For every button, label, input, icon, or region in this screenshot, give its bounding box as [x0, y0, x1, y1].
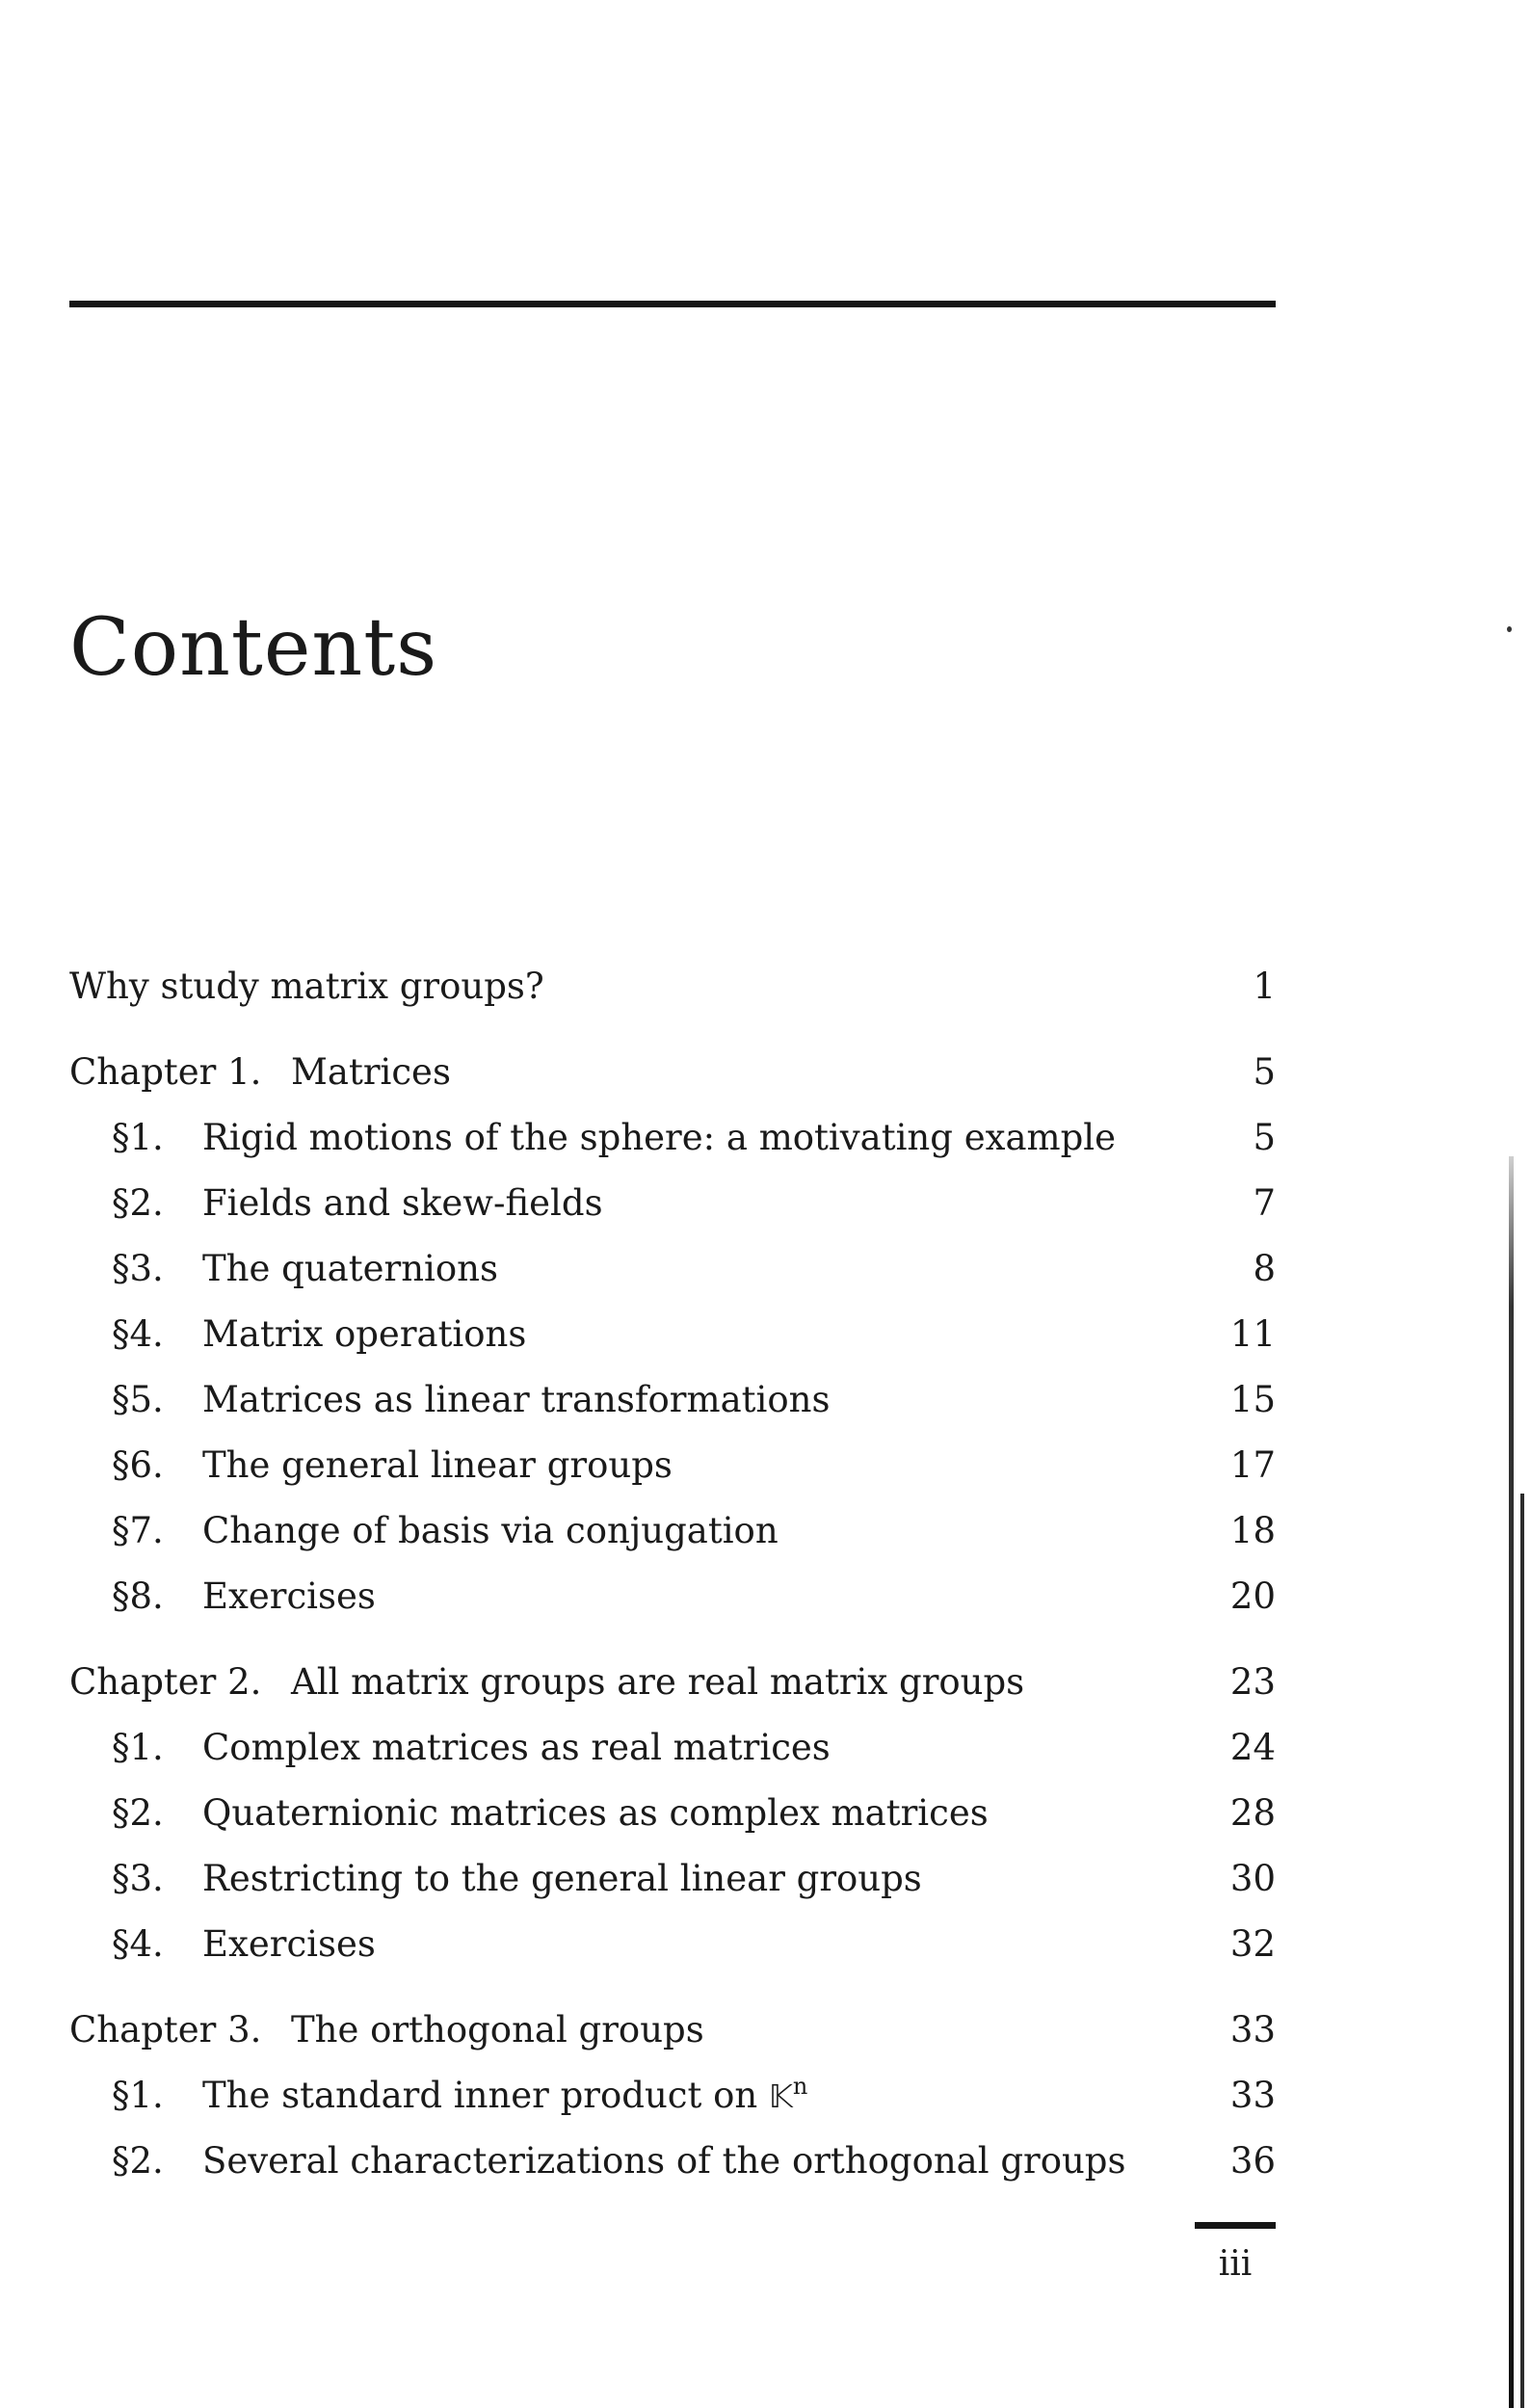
section-title: Matrix operations: [202, 1313, 527, 1355]
section-title: Complex matrices as real matrices: [202, 1727, 831, 1768]
chapter-label: Chapter 3.: [69, 2009, 262, 2051]
toc-chapter-3: [69, 1998, 1276, 2063]
section-title: Rigid motions of the sphere: a motivating example: [202, 1117, 1117, 1158]
chapter-page: 33: [1229, 2009, 1276, 2051]
section-number: §6.: [112, 1444, 164, 1486]
chapter-label: Chapter 1.: [69, 1051, 262, 1093]
section-number: §7.: [112, 1510, 164, 1551]
section-page: 20: [1229, 1575, 1276, 1617]
section-title: Several characterizations of the orthogonal groups: [202, 2140, 1126, 2182]
scan-artifact: [1507, 626, 1512, 632]
section-page: 24: [1229, 1727, 1276, 1768]
footer-rule: [1195, 2222, 1276, 2229]
section-title: [202, 2063, 807, 2130]
scan-artifact: [1520, 1494, 1524, 2408]
toc-section: [69, 1105, 1276, 1171]
section-page: 32: [1229, 1923, 1276, 1965]
toc-intro-title: Why study matrix groups?: [69, 966, 544, 1007]
toc-section: [69, 2129, 1276, 2194]
section-number: §4.: [112, 1923, 164, 1965]
section-title: The quaternions: [202, 1248, 498, 1289]
math-superscript: n: [792, 2073, 808, 2100]
section-page: 11: [1229, 1313, 1276, 1355]
top-rule: [69, 301, 1276, 307]
section-number: §3.: [112, 1248, 164, 1289]
section-page: 5: [1253, 1117, 1276, 1158]
toc-section: [69, 1715, 1276, 1781]
toc-section: [69, 1367, 1276, 1433]
toc-section: [69, 1498, 1276, 1564]
math-field-symbol: 𝕂: [769, 2077, 793, 2115]
section-number: §8.: [112, 1575, 164, 1617]
toc-section: [69, 1433, 1276, 1498]
toc-section: [69, 1302, 1276, 1367]
section-number: §3.: [112, 1858, 164, 1899]
section-number: §2.: [112, 1792, 164, 1834]
section-title: Exercises: [202, 1575, 376, 1617]
toc-section: [69, 1912, 1276, 1977]
page-number: iii: [1218, 2244, 1253, 2284]
toc-intro-entry: [69, 954, 1276, 1019]
table-of-contents: [69, 954, 1276, 2194]
section-number: §1.: [112, 1727, 164, 1768]
chapter-title: The orthogonal groups: [291, 2009, 704, 2051]
section-page: 18: [1229, 1510, 1276, 1551]
page-title: Contents: [69, 602, 438, 694]
section-page: 15: [1229, 1379, 1276, 1420]
section-page: 17: [1229, 1444, 1276, 1486]
section-title: Change of basis via conjugation: [202, 1510, 779, 1551]
toc-section: [69, 1781, 1276, 1846]
section-title: Exercises: [202, 1923, 376, 1965]
section-page: 28: [1229, 1792, 1276, 1834]
toc-chapter-2: [69, 1650, 1276, 1715]
section-number: §2.: [112, 1182, 164, 1224]
section-page: 8: [1253, 1248, 1276, 1289]
toc-chapter-1: [69, 1040, 1276, 1105]
section-number: §2.: [112, 2140, 164, 2182]
section-title: The general linear groups: [202, 1444, 673, 1486]
section-page: 36: [1229, 2140, 1276, 2182]
chapter-title: All matrix groups are real matrix groups: [291, 1661, 1025, 1703]
section-title-text: The standard inner product on: [202, 2075, 770, 2116]
section-number: §4.: [112, 1313, 164, 1355]
section-page: 7: [1253, 1182, 1276, 1224]
scan-artifact: [1509, 1156, 1514, 2408]
toc-section: [69, 1846, 1276, 1912]
toc-section: [69, 1171, 1276, 1236]
toc-intro-page: 1: [1253, 966, 1276, 1007]
chapter-page: 5: [1253, 1051, 1276, 1093]
toc-section: [69, 1236, 1276, 1302]
section-page: 33: [1229, 2075, 1276, 2116]
section-number: §1.: [112, 2075, 164, 2116]
toc-section: [69, 2063, 1276, 2129]
section-number: §5.: [112, 1379, 164, 1420]
section-page: 30: [1229, 1858, 1276, 1899]
section-title: Restricting to the general linear groups: [202, 1858, 922, 1899]
section-number: §1.: [112, 1117, 164, 1158]
toc-section: [69, 1564, 1276, 1629]
chapter-label: Chapter 2.: [69, 1661, 262, 1703]
section-title: Matrices as linear transformations: [202, 1379, 831, 1420]
section-title: Quaternionic matrices as complex matrices: [202, 1792, 989, 1834]
chapter-title: Matrices: [291, 1051, 451, 1093]
section-title: Fields and skew-fields: [202, 1182, 603, 1224]
chapter-page: 23: [1229, 1661, 1276, 1703]
